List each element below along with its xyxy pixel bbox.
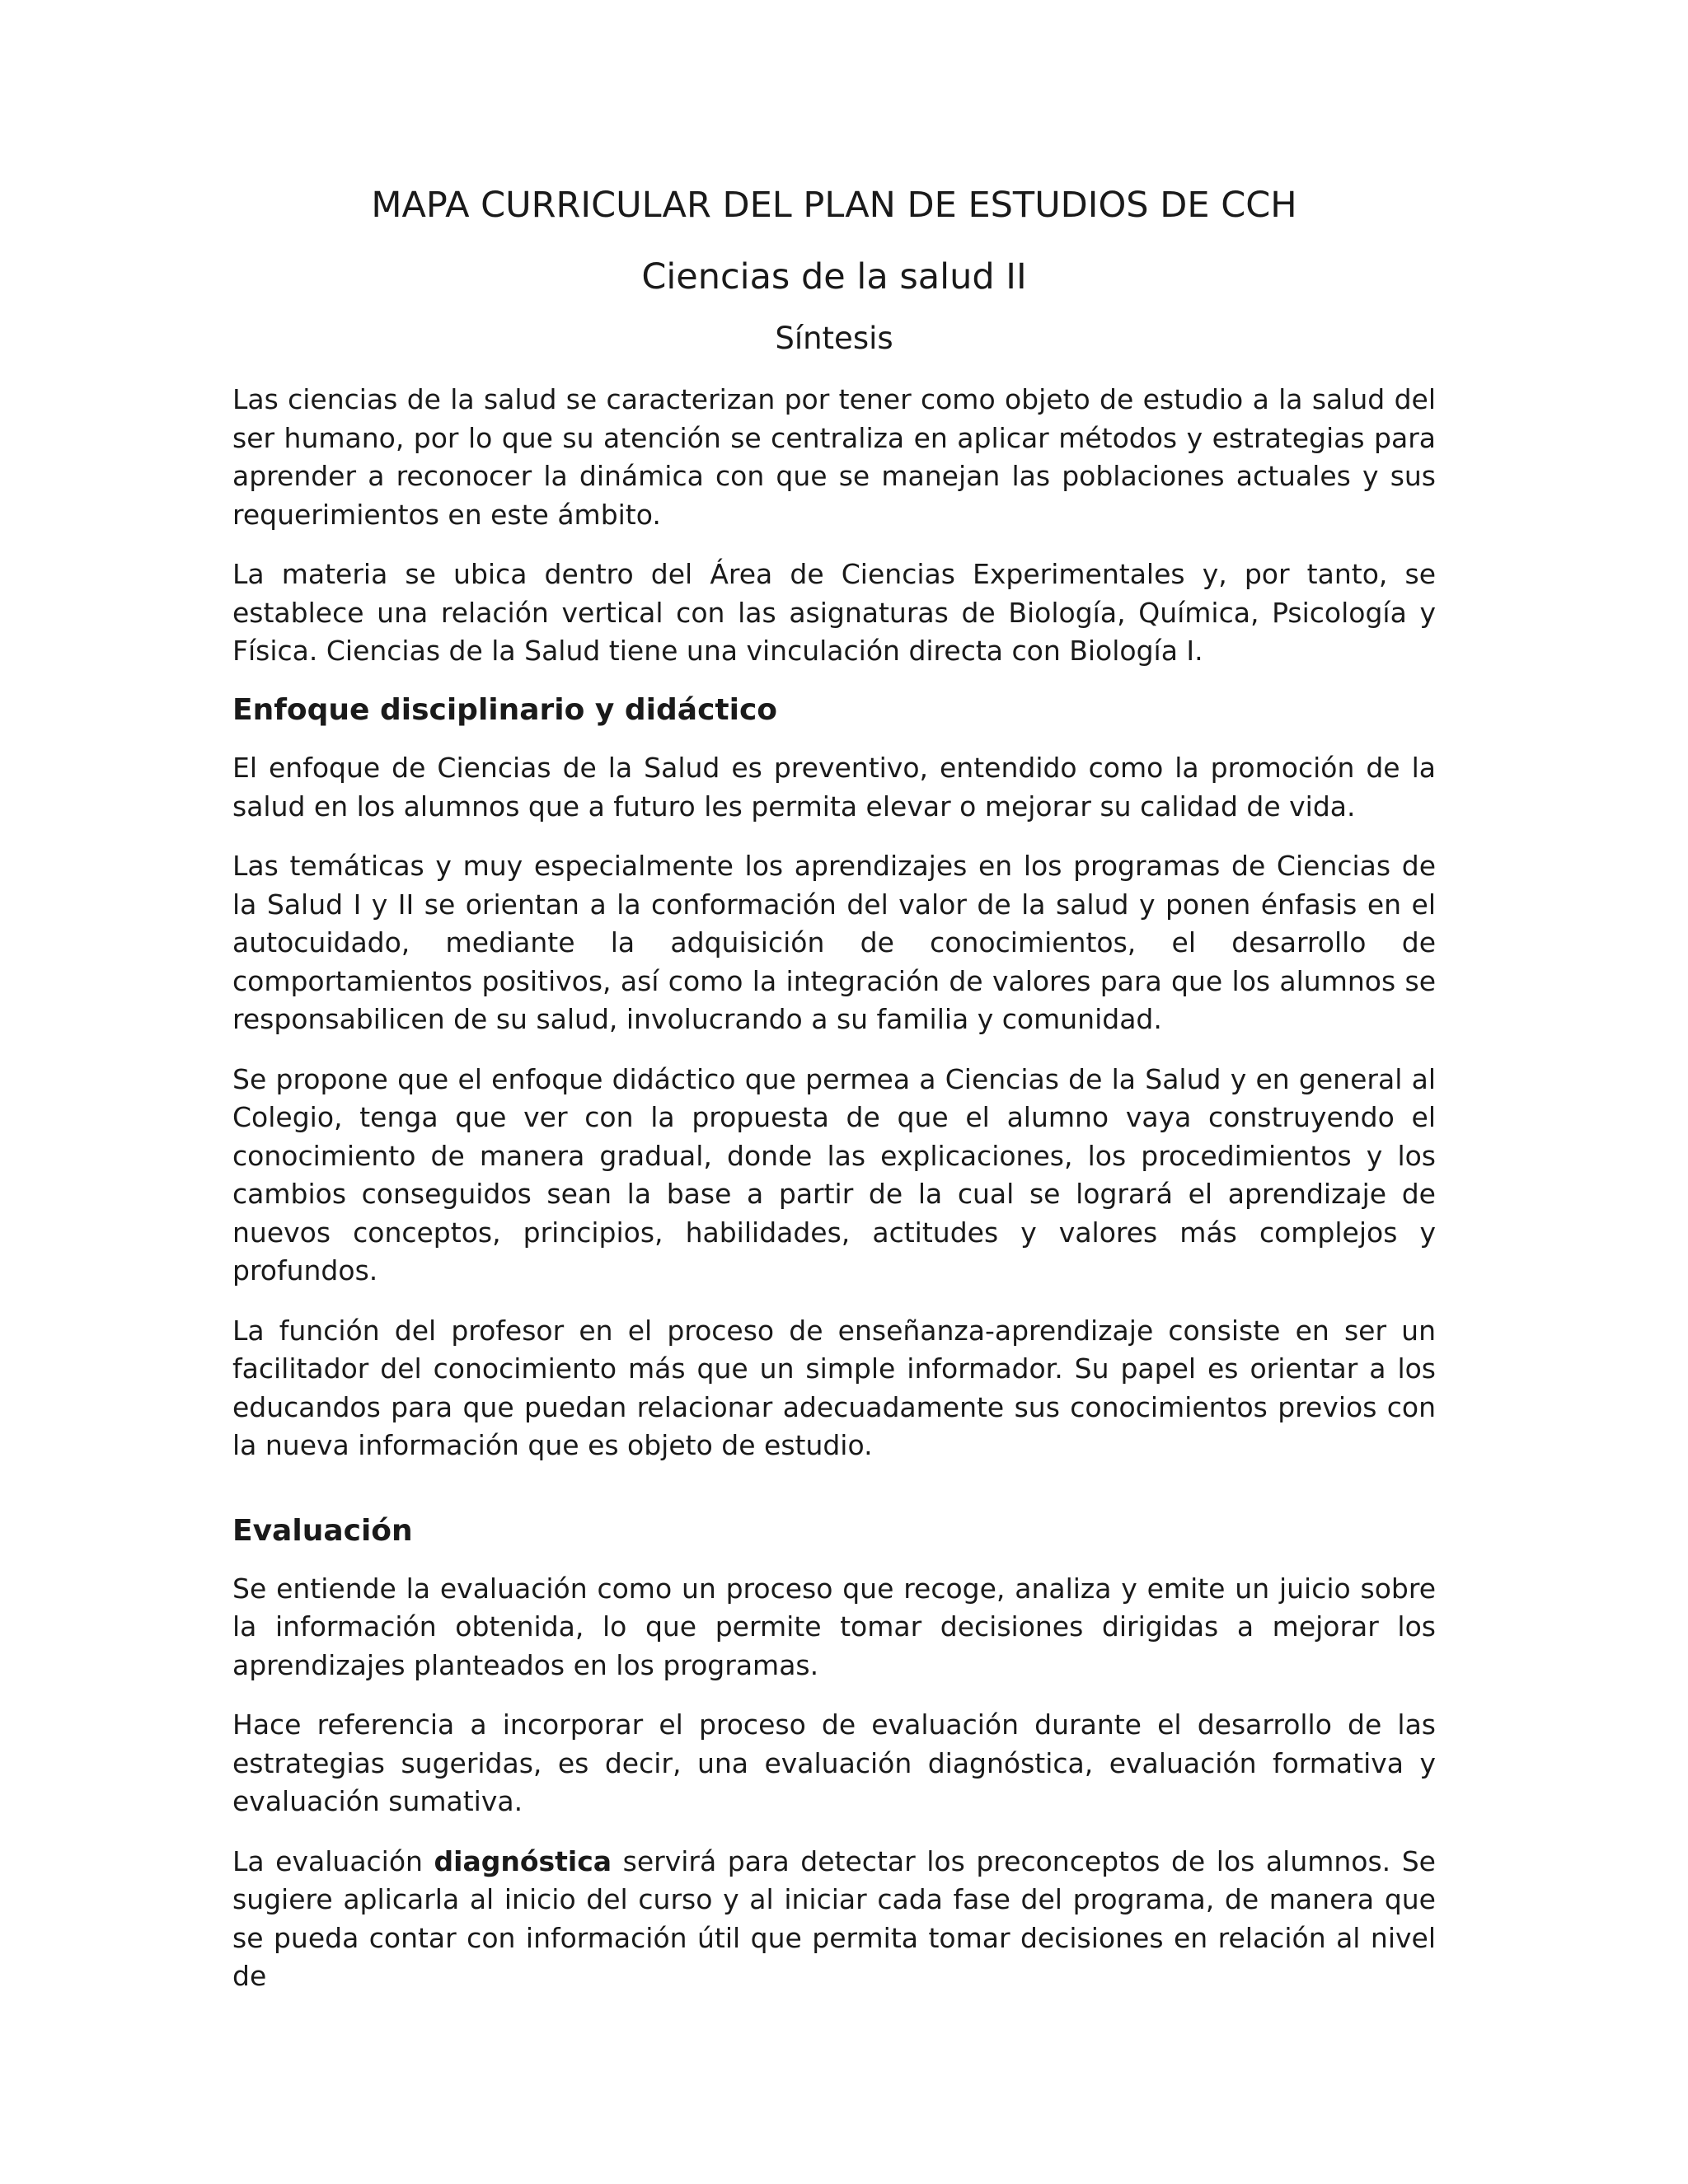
paragraph-6: La función del profesor en el proceso de enseñanza-aprendizaje consiste en ser un facilitador del conocimiento más que un simple informador. Su papel es orientar a los educandos para que puedan relacionar adecuadamente sus conocimientos previos con la nueva información que es objeto de estudio. bbox=[232, 1314, 1436, 1462]
paragraph-8: Hace referencia a incorporar el proceso de evaluación durante el desarrollo de las estrategias sugeridas, es decir, una evaluación diagnóstica, evaluación formativa y evaluación sumativa. bbox=[232, 1708, 1436, 1818]
document-subtitle: Ciencias de la salud II bbox=[641, 256, 1027, 298]
paragraph-9-bold-term: diagnóstica bbox=[434, 1844, 612, 1877]
document-title: MAPA CURRICULAR DEL PLAN DE ESTUDIOS DE CCH bbox=[371, 185, 1297, 226]
paragraph-4: Las temáticas y muy especialmente los aprendizajes en los programas de Ciencias de la Salud I y II se orientan a la conformación del valor de la salud y ponen énfasis en el autocuidado, mediante la adquisición de conocimientos, el desarrollo de comportamientos positivos, así como la integración de valores para que los alumnos se responsabilicen de su salud, involucrando a su familia y comunidad. bbox=[232, 850, 1436, 1036]
paragraph-2: La materia se ubica dentro del Área de Ciencias Experimentales y, por tanto, se establece una relación vertical con las asignaturas de Biología, Química, Psicología y Física. Ciencias de la Salud tiene una vinculación directa con Biología I. bbox=[232, 558, 1436, 668]
document-body bbox=[232, 185, 1436, 2018]
heading-evaluacion: Evaluación bbox=[232, 1513, 413, 1548]
heading-enfoque: Enfoque disciplinario y didáctico bbox=[232, 692, 778, 727]
paragraph-7: Se entiende la evaluación como un proceso que recoge, analiza y emite un juicio sobre la información obtenida, lo que permite tomar decisiones dirigidas a mejorar los aprendizajes planteados en los programas. bbox=[232, 1572, 1436, 1681]
paragraph-9-end: servirá para detectar los preconceptos de los alumnos. Se sugiere aplicarla al inicio del curso y al iniciar cada fase del programa, de manera que se pueda contar con información útil que permita tomar decisiones en relación al nivel de bbox=[232, 1844, 1436, 1993]
paragraph-5: Se propone que el enfoque didáctico que permea a Ciencias de la Salud y en general al Colegio, tenga que ver con la propuesta de que el alumno vaya construyendo el conocimiento de manera gradual, donde las explicaciones, los procedimientos y los cambios conseguidos sean la base a partir de la cual se logrará el aprendizaje de nuevos conceptos, principios, habilidades, actitudes y valores más complejos y profundos. bbox=[232, 1062, 1436, 1287]
paragraph-9 bbox=[232, 1843, 1436, 1996]
paragraph-3: El enfoque de Ciencias de la Salud es preventivo, entendido como la promoción de la salud en los alumnos que a futuro les permita elevar o mejorar su calidad de vida. bbox=[232, 752, 1436, 823]
paragraph-9-start: La evaluación bbox=[232, 1844, 434, 1877]
section-title-sintesis: Síntesis bbox=[775, 320, 893, 356]
paragraph-1: Las ciencias de la salud se caracterizan por tener como objeto de estudio a la salud del ser humano, por lo que su atención se centraliza en aplicar métodos y estrategias para aprender a reconocer la dinámica con que se manejan las poblaciones actuales y sus requerimientos en este ámbito. bbox=[232, 383, 1436, 531]
